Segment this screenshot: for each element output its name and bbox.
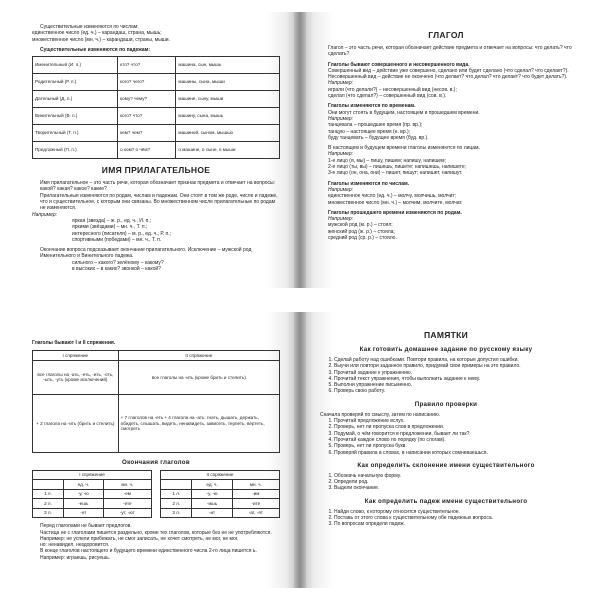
example-label: Например: [328,186,354,193]
rule-line: Несовершенный вид – действие не окончено (что делает? что делал? что делает? что будет делать?). [328,74,568,81]
table-cell: -ишь [192,499,232,509]
table-header-row [33,351,280,361]
case-example: о машине, о сыне, о мыши [176,142,280,159]
table-cell: 3 л. [33,508,64,518]
table-row [33,489,152,499]
table-cell: 2 л. [161,499,192,509]
page-verb-conjugation [10,312,294,588]
table-row [33,499,152,509]
column-header: ед. ч. [64,480,104,490]
case-question: кем? чем? [118,125,176,142]
list-item: 5. Выполни упражнение письменно. [334,382,572,388]
table-row [161,489,280,499]
example-label: Например: [32,211,58,218]
column-header: мн. ч. [103,480,151,490]
list-item: 6. Проверяй правила в словах, в написании которых сомневаешься. [334,450,572,456]
table-cell: -у, -ю [192,489,232,499]
example-line: множественное число (мн. ч.) – молчим, молчите, молчат. [328,199,463,206]
numbered-list [320,418,572,456]
subsection-heading: Как определить склонение имени существительного [357,461,535,469]
list-item: 1. Прочитай предложение вслух. [334,418,572,424]
book-binding [294,12,306,288]
list-item: 1. Сделай работу над ошибками. Повтори правила, на которые допустил ошибки. [334,357,572,363]
cases-table [32,56,280,159]
case-example: машиной, сыном, мышью [176,125,280,142]
endings-tables [32,470,280,519]
example-line: но: ненавидел, нездоровится. [40,542,110,549]
example-line: 3-е лицо (он, она, они) – пишет, пишут; напишет, напишут. [328,170,463,177]
table-row [161,508,280,518]
section-heading: ПАМЯТКИ [423,330,469,340]
table-header-row [33,480,152,490]
example-label: Например: [328,151,354,158]
example-line: играли (что делали?) – несовершенный вид (несов. в.); [328,86,457,93]
intro-line: Существительные изменяются по числам: [40,24,139,30]
rule-title: Глаголы бывают совершенного и несовершенного вида. [328,61,470,68]
rule-line: Частица не с глаголами пишется раздельно, кроме тех глаголов, которые без не не употребляются. [40,529,272,536]
table-cell: 1 л. [161,489,192,499]
list-item: 2. Определи род. [334,479,572,485]
intro-line: множественное число (мн. ч.) – карандаши, страны, мыши. [32,36,170,43]
subsection-heading: Как определить падеж имени существительного [364,497,528,505]
example-line: единственное число (ед. ч.) – молчу, молчишь, молчит; [328,193,457,200]
case-example: машину, сына, мышь [176,108,280,125]
example-line: сделал (что сделал?) – совершенный вид (сов. в.). [328,93,447,100]
example-line: сильного – какого? зелёному – какому? [72,259,164,266]
intro-line: Глаголы бывают I и II спряжения. [32,340,116,346]
case-name: Именительный (И. п.) [33,57,118,74]
section-heading: ГЛАГОЛ [428,30,464,40]
section-heading: ИМЯ ПРИЛАГАТЕЛЬНОЕ [101,165,211,176]
example-line: интересного (писателя) – м. р., ед. ч., Р. п.; [72,230,172,237]
rule-text: Прилагательные изменяются по родам, числам и падежам. Они стоят в том же роде, числе и падеже, что и существительное, с которым они связаны. Во множественном числе прилагательные по родам не изменяются. [40,192,278,212]
table-cell: -ут, -ют [103,508,151,518]
rule-title: Глаголы прошедшего времени изменяются по родам. [328,209,462,216]
case-name: Винительный (В. п.) [33,108,118,125]
table-cell: все глаголы на -ать, -еть, -ить, -оть, -ыть, -уть (кроме исключений) [33,360,119,394]
table-cell: 3 л. [161,508,192,518]
column-header: ед. ч. [192,480,232,490]
list-item: 1. Найди слово, к которому относится существительное. [334,509,572,515]
example-line: женский род (ж. р.) – стояла; [328,228,395,235]
table-cell: -ит [192,508,232,518]
table-cell: -ите [232,499,279,509]
list-item: 3. Выдели окончание. [334,485,572,491]
example-line: 2-е лицо (ты, вы) – пишешь, пишете; напишешь, напишете; [328,164,467,171]
table-header-row [161,480,280,490]
table-row [33,142,280,159]
column-header: I спряжение [33,351,119,361]
column-header: I спряжение [33,470,152,480]
case-example: машины, сына, мыши [176,74,280,91]
example-line: Например: не успели прибежать, не смог записать, не хочет смотреть, не мог, не мог. [40,535,239,542]
case-question: о ком? о чём? [118,142,176,159]
example-line: Например: играешь, рисуешь. [40,554,111,561]
column-header: II спряжение [118,351,279,361]
table-cell: -им [232,489,279,499]
table-cell: -ем [103,489,151,499]
table-header-row [33,470,152,480]
subsection-heading: Как готовить домашнее задание по русскому языку [359,346,533,353]
table-cell: -у, -ю [64,489,104,499]
case-question: кому? чему? [118,91,176,108]
table-cell: 2 л. [33,499,64,509]
example-label: Например: [328,216,354,223]
endings-table-second [160,470,280,519]
list-item: 3. По вопросам определи падеж. [334,521,572,527]
case-name: Творительный (Т. п.) [33,125,118,142]
intro-line: единственное число (ед. ч.) – карандаш, страна, мышь; [32,30,162,37]
example-line: танцевала – прошедшее время (пр. вр.); [328,122,423,129]
table-cell: + 7 глаголов на -еть + 4 глагола на -ать: гнать, дышать, держать, обидеть, слышать, видеть, ненавидеть, зависеть, терпеть, вертеть, смотреть [118,394,279,452]
list-item: 2. Проверь, нет ли пропуска слов в предложении. [334,424,572,430]
table-cell: -ат, -ят [232,508,279,518]
table-row [33,74,280,91]
rule-text: Окончание вопроса подсказывает окончание прилагательного. Исключение – мужской род Именительного и Винительного падежа. [40,247,252,260]
example-line: средний род (ср. р.) – стояло. [328,235,397,242]
page-nouns-adjectives [10,12,294,288]
example-line: 1-е лицо (я, мы) – пишу, пишем; напишу, напишем; [328,157,447,164]
table-cell: -ете [103,499,151,509]
subsection-heading: Правило проверки [414,400,478,408]
list-item: 3. Прочитай задание к упражнению. [334,370,572,376]
table-header-row [161,470,280,480]
definition-text: Имя прилагательное – это часть речи, которая обозначает признак предмета и отвечает на вопросы: какой? какая? какое? какие? [40,180,276,193]
rule-line: Они могут стоять в будущем, настоящем и прошедшем времени. [328,109,480,116]
conjugation-table [32,350,280,453]
table-cell: + 2 глагола на -ить (брить и стелить) [33,394,119,452]
table-row [33,125,280,142]
rule-line: Сначала проверяй по смыслу, затем по написанию. [320,411,441,418]
list-item: 4. Прочитай текст упражнения, чтобы выполнить задание к нему. [334,376,572,382]
case-question: кого? что? [118,108,176,125]
case-example: машина, сын, мышь [176,57,280,74]
example-line: в высоких – в каких? звонкой – какой? [72,266,161,273]
table-row [161,499,280,509]
list-item: 4. Прочитай каждое слово по порядку (по слогам). [334,437,572,443]
example-line: буду танцевать – будущее время (буд. вр.). [328,134,429,141]
table-row [33,108,280,125]
page-verb [306,12,590,288]
table-row [33,57,280,74]
example-line: яркая (звезда) – ж. р., ед. ч., И. п.; [72,217,152,224]
example-line: танцую – настоящее время (н. вр.); [328,128,411,135]
table-row [33,91,280,108]
intro-line: Существительные изменяются по падежам: [40,46,151,53]
list-item: 2. Выучи или повтори заданное правило, придумай свои примеры на это правило. [334,363,572,369]
numbered-list [320,357,572,395]
table-row [33,508,152,518]
numbered-list [320,473,572,492]
example-label: Например: [328,80,354,87]
case-name: Родительный (Р. п.) [33,74,118,91]
list-item: 6. Проверь свою работу. [334,388,572,394]
case-name: Дательный (Д. п.) [33,91,118,108]
table-row [33,394,280,452]
rule-line: Перед глаголами не бывает предлогов. [40,523,132,530]
example-line: мужской род (м. р.) – стоял; [328,222,393,229]
list-item: 2. Поставь от этого слова к существительному обе падежных вопроса. [334,515,572,521]
numbered-list [320,509,572,528]
table-cell: 1 л. [33,489,64,499]
column-header: II спряжение [161,470,280,480]
table-cell: -ет [64,508,104,518]
list-item: 5. Проверь, нет ли пропуска букв. [334,443,572,449]
table-cell: все глаголы на -ить (кроме брить и стелить) [118,360,279,394]
rule-line: Совершенный вид – действие уже совершено, сделано или будет сделано (что сделал? что сделает?). [328,67,569,74]
case-name: Предложный (П. п.) [33,142,118,159]
rule-title: Глаголы изменяются по числам. [328,180,410,187]
list-item: 1. Обозначь начальную форму. [334,473,572,479]
list-item: 3. Подумай, о чём говорится в предложении, бывает ли так? [334,431,572,437]
rule-title: Глаголы изменяются по временам. [328,103,416,110]
table-cell: -ешь [64,499,104,509]
definition-text: Глагол – это часть речи, которая обозначает действие предмета и отвечает на вопросы: что делать? что сделать? [328,45,572,58]
rule-line: В конце глаголов настоящего и будущего времени единственного числа 2-го лица пишется ь. [40,548,257,555]
example-line: яркими (звёздами) – мн. ч., Т. п.; [72,224,148,231]
section-heading: Окончания глаголов [122,458,190,466]
rule-title: В настоящем и будущем времени глаголы изменяются по лицам. [328,145,480,152]
example-line: спортивными (победами) – мн. ч., Т. п. [72,236,162,243]
endings-table-first [32,470,152,519]
table-row [33,360,280,394]
book-binding [294,312,306,588]
book-spread-bottom [0,300,600,600]
case-question: кто? что? [118,57,176,74]
case-example: машине, сыну, мыши [176,91,280,108]
example-label: Например: [328,115,354,122]
case-question: кого? чего? [118,74,176,91]
column-header: мн. ч. [232,480,279,490]
page-reminders [306,312,590,588]
